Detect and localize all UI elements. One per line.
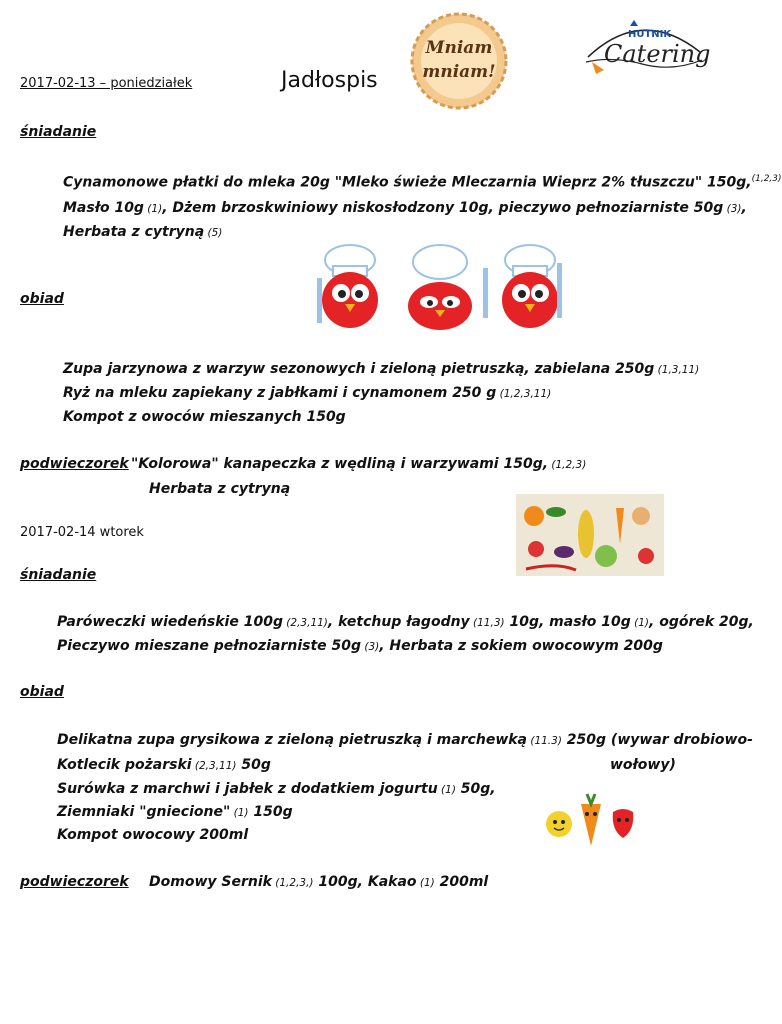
lunch1-line2 xyxy=(63,385,551,401)
section-snack-2: podwieczorek xyxy=(20,874,129,890)
date-day1: 2017-02-13 – poniedziałek xyxy=(20,76,193,91)
lunch1-line1 xyxy=(63,361,699,377)
breakfast1-line3 xyxy=(63,224,222,240)
text: Pieczywo mieszane pełnoziarniste 50g xyxy=(57,638,362,654)
text: Ryż na mleku zapiekany z jabłkami i cynamonem 250 g xyxy=(63,385,497,401)
chef-birds-illustration xyxy=(305,238,575,338)
text: 10g, masło 10g xyxy=(504,614,631,630)
allergens: (1,3,11) xyxy=(654,364,700,376)
allergens: (2,3,11) xyxy=(191,760,237,772)
text: 200ml xyxy=(434,874,489,890)
allergens: (11.3) xyxy=(527,735,562,747)
chef-bird-3 xyxy=(483,245,562,328)
section-snack-1: podwieczorek xyxy=(20,456,129,472)
lunch2-line2-cont: wołowy) xyxy=(610,757,676,773)
allergens: (1,2,3) xyxy=(751,174,782,184)
text: , ogórek 20g, xyxy=(649,614,754,630)
lunch1-line3: Kompot z owoców mieszanych 150g xyxy=(63,409,346,425)
text: 50g xyxy=(236,757,271,773)
chef-bird-2 xyxy=(408,245,472,330)
page-title: Jadłospis xyxy=(281,68,378,93)
lunch2-line5: Kompot owocowy 200ml xyxy=(57,827,249,843)
allergens: (1) xyxy=(630,617,650,629)
allergens: (3) xyxy=(361,641,380,653)
snack1-line2: Herbata z cytryną xyxy=(149,481,291,497)
text: 150g xyxy=(248,804,293,820)
allergens: (5) xyxy=(204,227,223,239)
section-breakfast-2: śniadanie xyxy=(20,567,97,583)
text: Masło 10g xyxy=(63,200,144,216)
lunch2-line4 xyxy=(57,804,293,820)
text: Parówеczki wiedeńskie 100g xyxy=(57,614,283,630)
badge-text-2: mniam! xyxy=(422,62,496,82)
section-breakfast-1: śniadanie xyxy=(20,124,97,140)
date-day2: 2017-02-14 wtorek xyxy=(20,525,144,540)
section-lunch-1: obiad xyxy=(20,291,64,307)
allergens: (1) xyxy=(230,807,249,819)
allergens: (1) xyxy=(437,784,456,796)
text: 50g, xyxy=(455,781,496,797)
allergens: (1) xyxy=(416,877,435,889)
logo-text: Catering xyxy=(604,40,711,68)
logo-brand: HUTNIK xyxy=(628,29,672,40)
text: , ketchup łagodny xyxy=(327,614,470,630)
lunch2-line1 xyxy=(57,732,753,748)
allergens: (3) xyxy=(723,203,742,215)
text: 250g (wywar drobiowo- xyxy=(561,732,753,748)
text: Kotlecik pożarski xyxy=(57,757,192,773)
catering-logo xyxy=(582,12,711,82)
text: , xyxy=(741,200,747,216)
breakfast1-line2 xyxy=(63,200,747,216)
text: Cynamonowe płatki do mleka 20g "Mleko świeże Mleczarnia Wieprz 2% tłuszczu" 150g, xyxy=(63,174,752,191)
breakfast1-line1 xyxy=(63,174,782,191)
text: Surówka z marchwi i jabłek z dodatkiem jogurtu xyxy=(57,781,438,797)
text: Zupa jarzynowa z warzyw sezonowych i zieloną pietruszką, zabielana 250g xyxy=(63,361,655,377)
lunch2-line2 xyxy=(57,757,271,773)
snack1-line1 xyxy=(131,456,586,472)
text: Domowy Sernik xyxy=(149,874,272,890)
text: 100g, Kakao xyxy=(313,874,417,890)
allergens: (1,2,3) xyxy=(548,459,587,471)
allergens: (2,3,11) xyxy=(282,617,328,629)
allergens: (1) xyxy=(143,203,163,215)
allergens: (1,2,3,) xyxy=(271,877,314,889)
lunch2-line3 xyxy=(57,781,496,797)
badge-text-1: Mniam xyxy=(425,38,493,58)
text: Herbata z cytryną xyxy=(63,224,205,240)
text: "Kolorowa" kanapeczka z wędliną i warzywami 150g, xyxy=(131,456,549,472)
snack2-line1 xyxy=(149,874,488,890)
text: Ziemniaki "gniecione" xyxy=(57,804,231,820)
breakfast2-line2 xyxy=(57,638,663,654)
text: Delikatna zupa grysikowa z zieloną pietruszką i marchewką xyxy=(57,732,528,748)
vegetables-picture xyxy=(516,494,664,576)
text: , Herbata z sokiem owocowym 200g xyxy=(379,638,663,654)
chef-bird-1 xyxy=(317,245,378,328)
breakfast2-line1 xyxy=(57,614,754,630)
section-lunch-2: obiad xyxy=(20,684,64,700)
allergens: (11,3) xyxy=(469,617,505,629)
mniam-badge-logo xyxy=(410,12,508,110)
fruit-characters-illustration xyxy=(543,790,638,848)
allergens: (1,2,3,11) xyxy=(496,388,552,400)
text: , Dżem brzoskwiniowy niskosłodzony 10g, pieczywo pełnoziarniste 50g xyxy=(162,200,724,216)
